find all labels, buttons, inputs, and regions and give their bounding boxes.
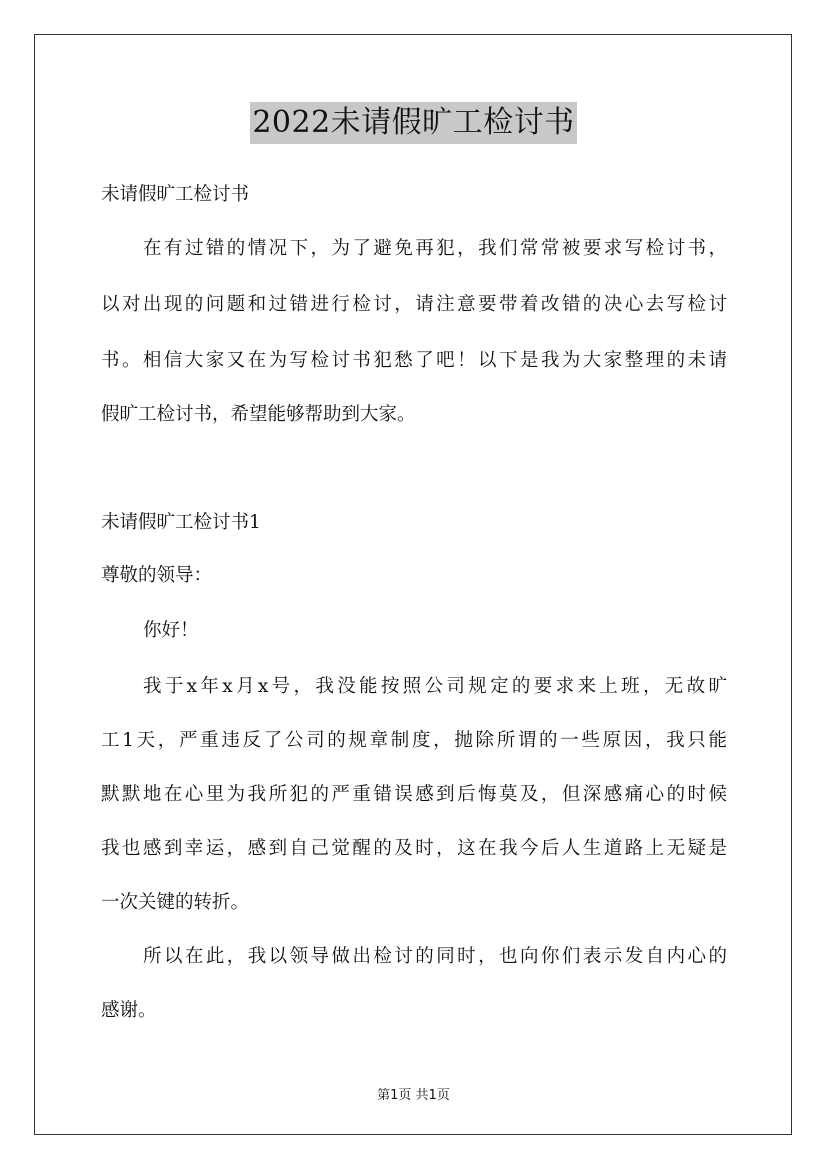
body-line: 所以在此，我以领导做出检讨的同时，也向你们表示发自内心的 [143,946,727,967]
title-container [0,102,827,144]
body-line: 我也感到幸运，感到自己觉醒的及时，这在我今后人生道路上无疑是 [101,838,727,859]
section-heading: 未请假旷工检讨书1 [101,512,261,533]
intro-line: 假旷工检讨书，希望能够帮助到大家。 [101,404,416,425]
salutation: 尊敬的领导： [101,565,213,586]
document-subtitle: 未请假旷工检讨书 [101,184,250,205]
intro-line: 书。相信大家又在为写检讨书犯愁了吧！以下是我为大家整理的未请 [101,350,727,371]
body-line: 一次关键的转折。 [101,892,250,913]
document-title: 2022未请假旷工检讨书 [250,102,576,144]
body-line: 感谢。 [101,1000,157,1021]
body-line: 工1天，严重违反了公司的规章制度，抛除所谓的一些原因，我只能 [101,730,727,751]
body-line: 默默地在心里为我所犯的严重错误感到后悔莫及，但深感痛心的时候 [101,784,727,805]
intro-line: 以对出现的问题和过错进行检讨，请注意要带着改错的决心去写检讨 [101,294,727,315]
page-footer: 第1页 共1页 [377,1088,450,1103]
intro-line: 在有过错的情况下，为了避免再犯，我们常常被要求写检讨书， [143,238,727,259]
body-line: 我于x年x月x号，我没能按照公司规定的要求来上班，无故旷 [143,676,727,697]
greeting: 你好！ [143,620,199,641]
